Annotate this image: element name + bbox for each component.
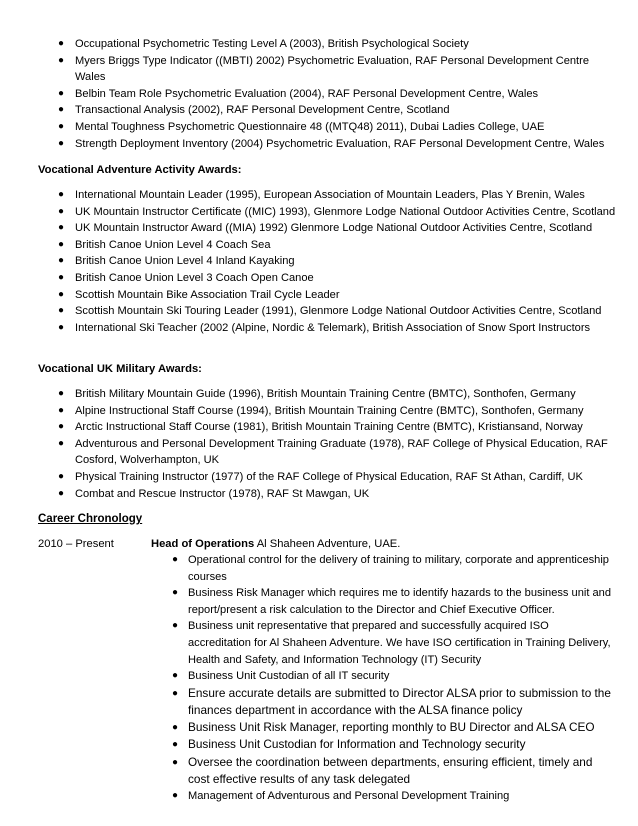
list-item: ● British Canoe Union Level 4 Inland Kayaking bbox=[58, 253, 618, 270]
job-employer: Al Shaheen Adventure, UAE. bbox=[254, 538, 401, 550]
list-item: ● Management of Adventurous and Personal Development Training bbox=[172, 788, 612, 805]
list-item: ● Business Unit Risk Manager, reporting monthly to BU Director and ALSA CEO bbox=[172, 719, 612, 736]
bullet-icon: ● bbox=[58, 222, 65, 234]
job-period: 2010 – Present bbox=[38, 538, 114, 550]
bullet-icon: ● bbox=[58, 255, 65, 267]
list-item: ● Business Risk Manager which requires me to identify hazards to the business unit and report/present a risk calculation to the Director and Chief Executive Officer. bbox=[172, 587, 612, 616]
list-item: ● British Canoe Union Level 4 Coach Sea bbox=[58, 237, 618, 254]
bullet-icon: ● bbox=[172, 687, 179, 699]
bullet-icon: ● bbox=[172, 756, 179, 768]
bullet-icon: ● bbox=[58, 421, 65, 433]
list-item: ● Physical Training Instructor (1977) of the RAF College of Physical Education, RAF St Athan, Cardiff, UK bbox=[58, 469, 618, 486]
bullet-icon: ● bbox=[58, 137, 65, 149]
list-item: ● Mental Toughness Psychometric Questionnaire 48 ((MTQ48) 2011), Dubai Ladies College, UAE bbox=[58, 119, 618, 136]
bullet-icon: ● bbox=[58, 38, 65, 49]
bullet-icon: ● bbox=[58, 404, 65, 416]
bullet-icon: ● bbox=[58, 470, 65, 482]
bullet-icon: ● bbox=[58, 288, 65, 300]
list-item: ● Myers Briggs Type Indicator ((MBTI) 2002) Psychometric Evaluation, RAF Personal Development Centre Wales bbox=[58, 54, 590, 84]
bullet-icon: ● bbox=[58, 271, 65, 283]
bullet-icon: ● bbox=[172, 789, 179, 801]
adventure-heading: Vocational Adventure Activity Awards: bbox=[38, 164, 242, 176]
job-title bbox=[151, 538, 400, 550]
bullet-icon: ● bbox=[172, 739, 179, 751]
list-item: ● Occupational Psychometric Testing Level A (2003), British Psychological Society bbox=[58, 36, 618, 53]
list-item: ● Operational control for the delivery of training to military, corporate and apprenticeship courses bbox=[172, 554, 609, 583]
list-item: ● Arctic Instructional Staff Course (1981), British Mountain Training Centre (BMTC), Kristiansand, Norway bbox=[58, 419, 618, 436]
list-item: ● International Mountain Leader (1995), European Association of Mountain Leaders, Plas Y Brenin, Wales bbox=[58, 187, 618, 204]
list-item: ● Scottish Mountain Ski Touring Leader (1991), Glenmore Lodge National Outdoor Activities Centre, Scotland bbox=[58, 303, 618, 320]
list-item: ● Combat and Rescue Instructor (1978), RAF St Mawgan, UK bbox=[58, 486, 618, 503]
bullet-icon: ● bbox=[58, 487, 65, 499]
bullet-icon: ● bbox=[172, 587, 179, 599]
bullet-icon: ● bbox=[58, 238, 65, 250]
list-item: ● Adventurous and Personal Development Training Graduate (1978), RAF College of Physical Education, RAF Cosford, Wolverhampton, UK bbox=[58, 437, 608, 467]
bullet-icon: ● bbox=[172, 554, 179, 565]
military-list bbox=[58, 386, 618, 502]
psychometric-list bbox=[58, 36, 618, 152]
list-item: ● Business unit representative that prepared and successfully acquired ISO accreditation for Al Shaheen Adventure. We have ISO certification in Training Delivery, Health and Safety, and Information Technology (IT) Security bbox=[172, 620, 611, 666]
list-item: ● International Ski Teacher (2002 (Alpine, Nordic & Telemark), British Association of Snow Sport Instructors bbox=[58, 320, 618, 337]
bullet-icon: ● bbox=[58, 205, 65, 217]
bullet-icon: ● bbox=[58, 87, 65, 99]
job-duties-list bbox=[172, 552, 612, 805]
job-role: Head of Operations bbox=[151, 538, 255, 550]
list-item: ● Transactional Analysis (2002), RAF Personal Development Centre, Scotland bbox=[58, 102, 618, 119]
list-item: ● UK Mountain Instructor Certificate ((MIC) 1993), Glenmore Lodge National Outdoor Activities Centre, Scotland bbox=[58, 204, 618, 221]
career-chronology-heading: Career Chronology bbox=[38, 513, 143, 525]
list-item: ● Business Unit Custodian of all IT security bbox=[172, 668, 612, 685]
list-item: ● Ensure accurate details are submitted to Director ALSA prior to submission to the finances department in accordance with the ALSA finance policy bbox=[172, 685, 611, 717]
military-heading: Vocational UK Military Awards: bbox=[38, 363, 202, 375]
bullet-icon: ● bbox=[58, 54, 65, 66]
bullet-icon: ● bbox=[58, 437, 65, 449]
adventure-list bbox=[58, 187, 618, 336]
list-item: ● Strength Deployment Inventory (2004) Psychometric Evaluation, RAF Personal Development Centre, Wales bbox=[58, 136, 618, 153]
bullet-icon: ● bbox=[58, 321, 65, 333]
list-item: ● Oversee the coordination between departments, ensuring efficient, timely and cost effective results of any task delegated bbox=[172, 754, 593, 786]
list-item: ● British Canoe Union Level 3 Coach Open Canoe bbox=[58, 270, 618, 287]
bullet-icon: ● bbox=[172, 670, 179, 682]
list-item: ● Alpine Instructional Staff Course (1994), British Mountain Training Centre (BMTC), Sonthofen, Germany bbox=[58, 403, 618, 420]
list-item: ● UK Mountain Instructor Award ((MIA) 1992) Glenmore Lodge National Outdoor Activities Centre, Scotland bbox=[58, 220, 618, 237]
bullet-icon: ● bbox=[58, 104, 65, 116]
bullet-icon: ● bbox=[58, 388, 65, 399]
bullet-icon: ● bbox=[58, 189, 65, 200]
list-item: ● British Military Mountain Guide (1996), British Mountain Training Centre (BMTC), Sonthofen, Germany bbox=[58, 386, 618, 403]
list-item: ● Belbin Team Role Psychometric Evaluation (2004), RAF Personal Development Centre, Wales bbox=[58, 86, 618, 103]
list-item: ● Business Unit Custodian for Information and Technology security bbox=[172, 736, 612, 753]
bullet-icon: ● bbox=[58, 305, 65, 317]
bullet-icon: ● bbox=[172, 722, 179, 734]
bullet-icon: ● bbox=[172, 620, 179, 632]
list-item: ● Scottish Mountain Bike Association Trail Cycle Leader bbox=[58, 287, 618, 304]
bullet-icon: ● bbox=[58, 120, 65, 132]
